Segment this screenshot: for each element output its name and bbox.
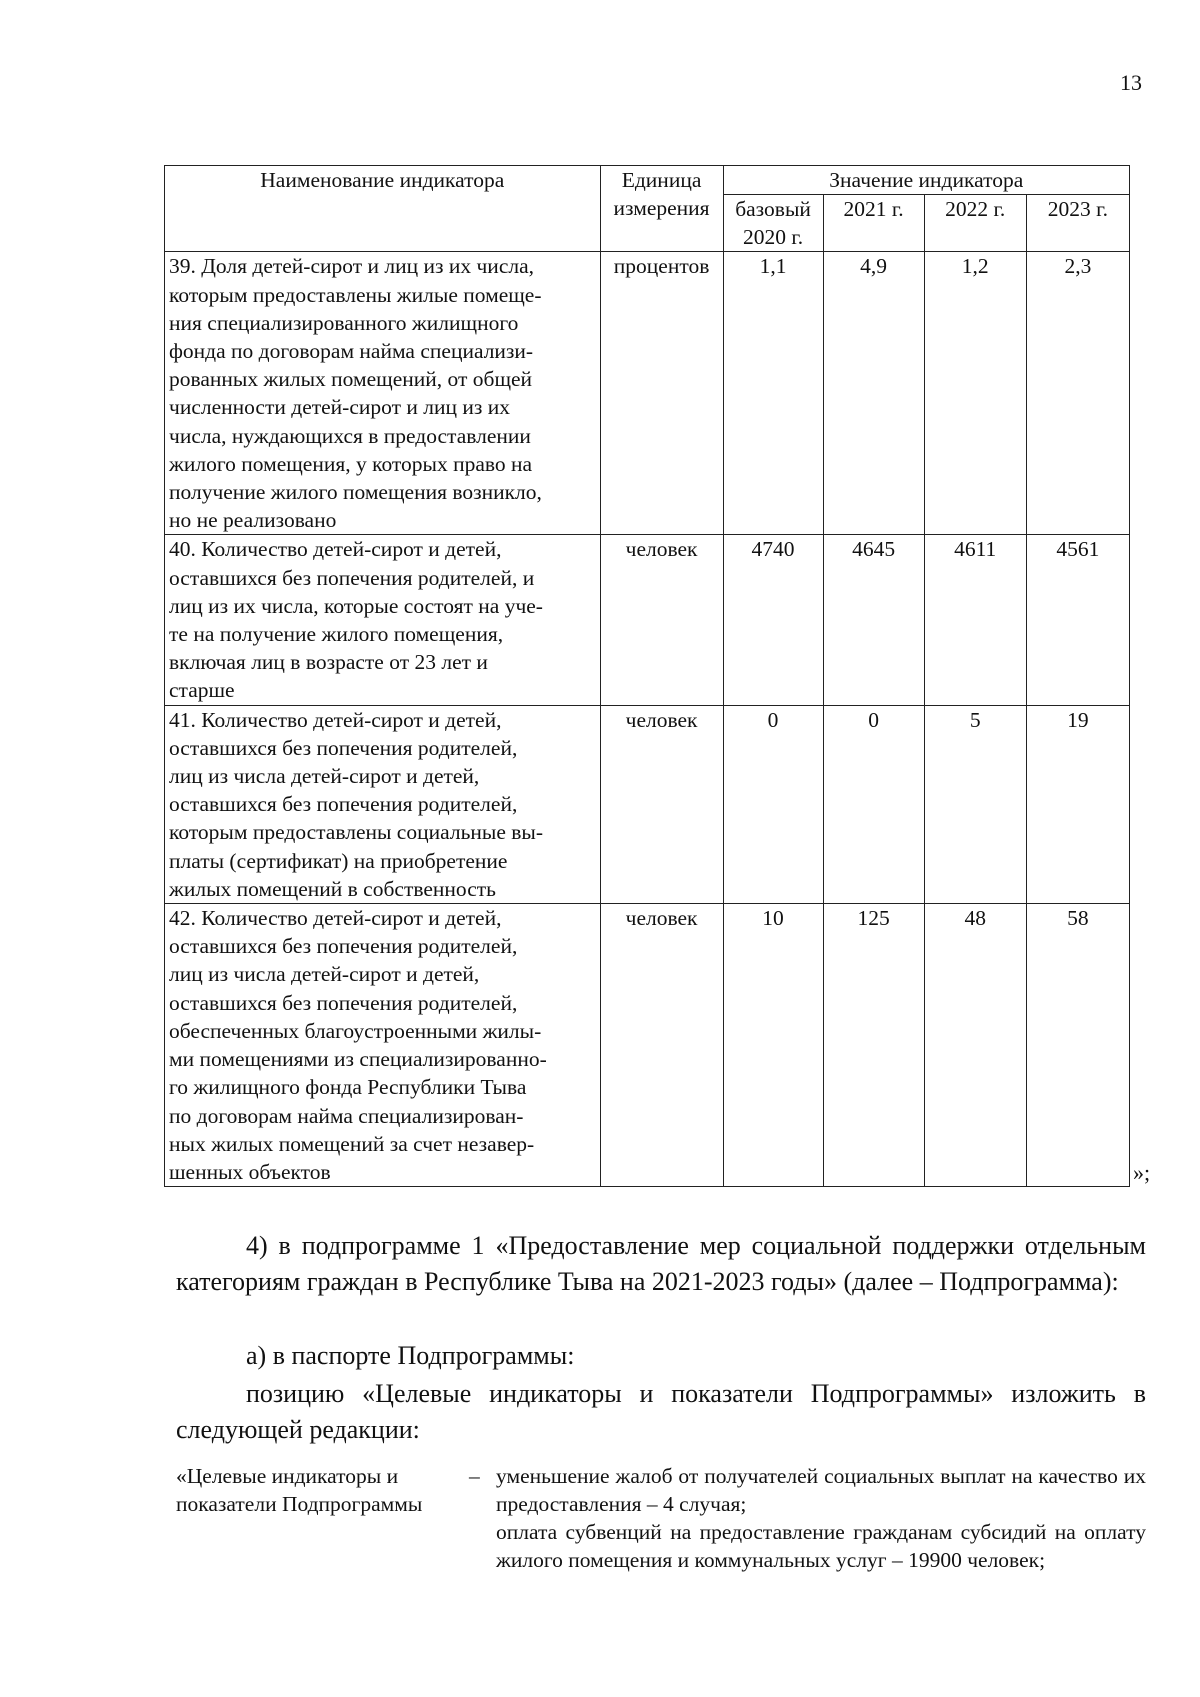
value-cell: 0 — [723, 705, 823, 903]
header-indicator-name: Наименование индикатора — [165, 166, 601, 252]
indicator-name-line: фонда по договорам найма специализи- — [169, 339, 534, 364]
header-year-base: базовый 2020 г. — [723, 195, 823, 252]
indicator-name-cell — [165, 535, 601, 705]
indicator-name-line: те на получение жилого помещения, — [169, 622, 504, 647]
table-closing-mark: »; — [1133, 1160, 1151, 1185]
value-cell: 4561 — [1026, 535, 1129, 705]
indicator-name-line: оставшихся без попечения родителей, — [169, 792, 518, 817]
passport-dash: – — [469, 1464, 480, 1488]
value-cell: 0 — [823, 705, 924, 903]
indicator-name-line: численности детей-сирот и лиц из их — [169, 395, 510, 420]
header-unit — [600, 166, 723, 252]
value-cell: 10 — [723, 904, 823, 1187]
table-row — [165, 252, 1130, 535]
unit-cell: человек — [600, 535, 723, 705]
indicator-name-line: лиц из числа детей-сирот и детей, — [169, 764, 480, 789]
value-cell: 125 — [823, 904, 924, 1187]
indicator-name-cell — [165, 904, 601, 1187]
passport-values — [496, 1462, 1146, 1574]
indicator-name-line: получение жилого помещения возникло, — [169, 480, 542, 505]
value-cell: 2,3 — [1026, 252, 1129, 535]
position-paragraph: позицию «Целевые индикаторы и показатели Подпрограммы» изложить в следующей редакции: — [176, 1379, 1146, 1444]
indicator-name-line: 39. Доля детей-сирот и лиц из их числа, — [169, 254, 535, 279]
passport-item: уменьшение жалоб от получателей социальных выплат на качество их предоставления – 4 случая; — [496, 1464, 1146, 1516]
indicator-name-line: которым предоставлены социальные вы- — [169, 820, 544, 845]
value-cell: 4645 — [823, 535, 924, 705]
indicator-name-line: лиц из их числа, которые состоят на уче- — [169, 593, 543, 618]
indicator-name-line: го жилищного фонда Республики Тыва — [169, 1075, 527, 1100]
header-unit-line2: измерения — [613, 196, 710, 221]
value-cell: 4,9 — [823, 252, 924, 535]
amendment-paragraph: 4) в подпрограмме 1 «Предоставление мер социальной поддержки отдельным категориям граждан в Республике Тыва на 2021-2023 годы» (далее – Подпрограмма): — [176, 1231, 1146, 1296]
table-header-row-1 — [165, 166, 1130, 195]
indicator-name-line: старше — [169, 678, 235, 703]
value-cell: 1,2 — [924, 252, 1026, 535]
indicator-name-line: оставшихся без попечения родителей, — [169, 735, 518, 760]
value-cell: 5 — [924, 705, 1026, 903]
indicator-name-line: платы (сертификат) на приобретение — [169, 848, 508, 873]
value-cell: 4611 — [924, 535, 1026, 705]
passport-item: оплата субвенций на предоставление гражданам субсидий на оплату жилого помещения и коммунальных услуг – 19900 человек; — [496, 1520, 1146, 1572]
table-row — [165, 904, 1130, 1187]
indicator-name-line: ных жилых помещений за счет незавер- — [169, 1131, 535, 1156]
indicator-name-line: жилых помещений в собственность — [169, 876, 496, 901]
header-unit-line1: Единица — [621, 168, 702, 192]
table-row — [165, 705, 1130, 903]
passport-label: «Целевые индикаторы и показатели Подпрограммы — [176, 1464, 423, 1516]
table-row — [165, 535, 1130, 705]
indicator-name-line: жилого помещения, у которых право на — [169, 451, 533, 476]
indicator-name-cell — [165, 252, 601, 535]
header-year-2023: 2023 г. — [1026, 195, 1129, 252]
indicator-name-line: оставшихся без попечения родителей, — [169, 934, 518, 959]
header-value-group: Значение индикатора — [723, 166, 1129, 195]
indicator-name-line: оставшихся без попечения родителей, и — [169, 565, 535, 590]
value-cell: 4740 — [723, 535, 823, 705]
indicator-name-line: обеспеченных благоустроенными жилы- — [169, 1018, 542, 1043]
unit-cell: человек — [600, 904, 723, 1187]
page-number: 13 — [1120, 70, 1142, 95]
value-cell: 58 — [1026, 904, 1129, 1187]
indicator-name-line: лиц из числа детей-сирот и детей, — [169, 962, 480, 987]
indicator-name-line: 40. Количество детей-сирот и детей, — [169, 537, 502, 562]
indicator-name-line: рованных жилых помещений, от общей — [169, 367, 533, 392]
indicator-name-line: 41. Количество детей-сирот и детей, — [169, 707, 502, 732]
indicator-name-line: ми помещениями из специализированно- — [169, 1047, 547, 1072]
indicator-table — [164, 165, 1130, 1187]
indicator-name-line: но не реализовано — [169, 508, 337, 533]
header-year-2022: 2022 г. — [924, 195, 1026, 252]
indicator-name-line: которым предоставлены жилые помеще- — [169, 282, 542, 307]
indicator-name-line: по договорам найма специализирован- — [169, 1103, 524, 1128]
value-cell: 19 — [1026, 705, 1129, 903]
indicator-name-line: ния специализированного жилищного — [169, 310, 519, 335]
indicator-name-cell — [165, 705, 601, 903]
unit-cell: человек — [600, 705, 723, 903]
header-year-2021: 2021 г. — [823, 195, 924, 252]
value-cell: 48 — [924, 904, 1026, 1187]
indicator-name-line: 42. Количество детей-сирот и детей, — [169, 906, 502, 931]
passport-paragraph: а) в паспорте Подпрограммы: — [246, 1341, 575, 1370]
indicator-name-line: шенных объектов — [169, 1159, 331, 1184]
indicator-name-line: оставшихся без попечения родителей, — [169, 990, 518, 1015]
unit-cell: процентов — [600, 252, 723, 535]
indicator-name-line: включая лиц в возрасте от 23 лет и — [169, 650, 488, 675]
indicator-name-line: числа, нуждающихся в предоставлении — [169, 423, 531, 448]
value-cell: 1,1 — [723, 252, 823, 535]
